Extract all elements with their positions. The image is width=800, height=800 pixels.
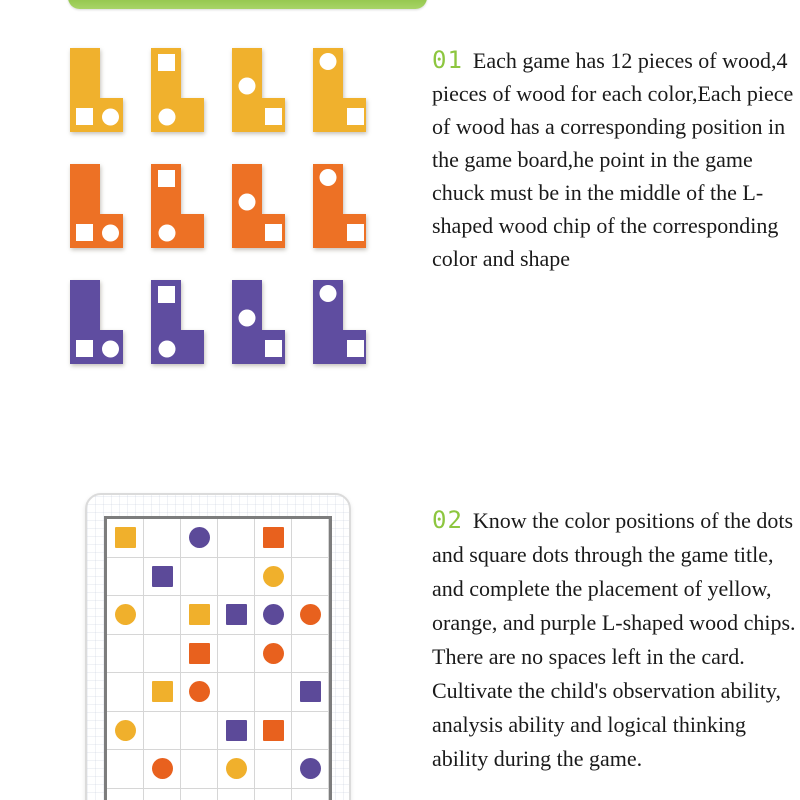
board-cell-r5c1 [107, 673, 144, 712]
purple-square-marker [300, 681, 321, 702]
board-cell-r6c2 [144, 712, 181, 751]
square-hole [158, 286, 175, 303]
purple-circle-marker [263, 604, 284, 625]
board-cell-r3c1 [107, 596, 144, 635]
board-cell-r1c3 [181, 519, 218, 558]
board-cell-r6c3 [181, 712, 218, 751]
orange-l-piece-3 [232, 164, 285, 248]
header-bar [68, 0, 427, 9]
yellow-circle-marker [115, 604, 136, 625]
yellow-circle-marker [115, 720, 136, 741]
board-cell-r1c2 [144, 519, 181, 558]
purple-square-marker [226, 604, 247, 625]
board-cell-r3c5 [255, 596, 292, 635]
board-cell-r6c4 [218, 712, 255, 751]
board-cell-r2c1 [107, 558, 144, 597]
board-cell-r7c6 [292, 750, 329, 789]
board-cell-r2c3 [181, 558, 218, 597]
square-hole [265, 224, 282, 241]
board-grid [104, 516, 332, 800]
board-cell-r1c5 [255, 519, 292, 558]
orange-circle-marker [189, 681, 210, 702]
board-cell-r4c5 [255, 635, 292, 674]
purple-circle-marker [189, 527, 210, 548]
board-cell-r2c6 [292, 558, 329, 597]
square-hole [76, 224, 93, 241]
circle-hole [102, 109, 119, 126]
yellow-square-marker [152, 681, 173, 702]
square-hole [76, 340, 93, 357]
orange-l-piece-2 [151, 164, 204, 248]
square-hole [347, 224, 364, 241]
square-hole [265, 108, 282, 125]
circle-hole [159, 225, 176, 242]
square-hole [265, 340, 282, 357]
orange-l-piece-4 [313, 164, 366, 248]
board-cell-r7c5 [255, 750, 292, 789]
orange-square-marker [263, 720, 284, 741]
board-cell-r8c6 [292, 789, 329, 800]
purple-l-piece-4 [313, 280, 366, 364]
board-cell-r1c1 [107, 519, 144, 558]
board-cell-r8c1 [107, 789, 144, 800]
board-cell-r3c6 [292, 596, 329, 635]
circle-hole [320, 53, 337, 70]
board-cell-r8c5 [255, 789, 292, 800]
square-hole [347, 340, 364, 357]
board-cell-r5c3 [181, 673, 218, 712]
purple-square-marker [152, 566, 173, 587]
yellow-l-piece-2 [151, 48, 204, 132]
orange-l-piece-1 [70, 164, 123, 248]
orange-square-marker [189, 643, 210, 664]
orange-square-marker [263, 527, 284, 548]
circle-hole [320, 285, 337, 302]
board-cell-r7c1 [107, 750, 144, 789]
circle-hole [102, 341, 119, 358]
circle-hole [320, 169, 337, 186]
board-cell-r6c5 [255, 712, 292, 751]
board-cell-r3c3 [181, 596, 218, 635]
instruction-text-01: Each game has 12 pieces of wood,4 pieces of wood for each color,Each piece of wood has a corresponding position in the game board,he point in the game chuck must be in the middle of the L-shaped wood chip of the corresponding color and shape [432, 48, 794, 271]
purple-circle-marker [300, 758, 321, 779]
yellow-l-piece-3 [232, 48, 285, 132]
board-cell-r2c5 [255, 558, 292, 597]
board-cell-r5c2 [144, 673, 181, 712]
circle-hole [239, 194, 256, 211]
orange-circle-marker [263, 643, 284, 664]
purple-square-marker [226, 720, 247, 741]
step-number-01: 01 [432, 46, 463, 74]
orange-circle-marker [152, 758, 173, 779]
board-cell-r8c2 [144, 789, 181, 800]
square-hole [158, 54, 175, 71]
yellow-square-marker [115, 527, 136, 548]
instruction-section-02 [432, 503, 800, 776]
board-cell-r7c3 [181, 750, 218, 789]
board-cell-r5c6 [292, 673, 329, 712]
yellow-circle-marker [263, 566, 284, 587]
piece-row-yellow [70, 48, 366, 132]
yellow-circle-marker [226, 758, 247, 779]
yellow-l-piece-1 [70, 48, 123, 132]
wood-pieces-grid [70, 48, 366, 364]
board-cell-r1c4 [218, 519, 255, 558]
board-cell-r2c2 [144, 558, 181, 597]
yellow-square-marker [189, 604, 210, 625]
circle-hole [239, 310, 256, 327]
board-cell-r3c4 [218, 596, 255, 635]
board-cell-r6c6 [292, 712, 329, 751]
orange-circle-marker [300, 604, 321, 625]
board-cell-r1c6 [292, 519, 329, 558]
board-cell-r3c2 [144, 596, 181, 635]
board-cell-r4c4 [218, 635, 255, 674]
board-cell-r4c2 [144, 635, 181, 674]
piece-row-purple [70, 280, 366, 364]
board-cell-r4c1 [107, 635, 144, 674]
board-cell-r8c4 [218, 789, 255, 800]
purple-l-piece-3 [232, 280, 285, 364]
square-hole [158, 170, 175, 187]
board-cell-r5c5 [255, 673, 292, 712]
purple-l-piece-2 [151, 280, 204, 364]
board-cell-r4c3 [181, 635, 218, 674]
board-cell-r5c4 [218, 673, 255, 712]
purple-l-piece-1 [70, 280, 123, 364]
game-board-card [85, 493, 351, 800]
board-cell-r7c4 [218, 750, 255, 789]
circle-hole [102, 225, 119, 242]
instruction-text-02: Know the color positions of the dots and square dots through the game title, and complete the placement of yellow, orange, and purple L-shaped wood chips. There are no spaces left in the card. Cultivate the child's observation ability, analysis ability and logical thinking ability during the game. [432, 508, 796, 771]
board-cell-r4c6 [292, 635, 329, 674]
board-cell-r2c4 [218, 558, 255, 597]
instruction-section-01 [432, 44, 800, 275]
piece-row-orange [70, 164, 366, 248]
step-number-02: 02 [432, 506, 463, 534]
board-cell-r7c2 [144, 750, 181, 789]
yellow-l-piece-4 [313, 48, 366, 132]
circle-hole [239, 78, 256, 95]
circle-hole [159, 341, 176, 358]
square-hole [76, 108, 93, 125]
board-cell-r6c1 [107, 712, 144, 751]
board-cell-r8c3 [181, 789, 218, 800]
circle-hole [159, 109, 176, 126]
square-hole [347, 108, 364, 125]
